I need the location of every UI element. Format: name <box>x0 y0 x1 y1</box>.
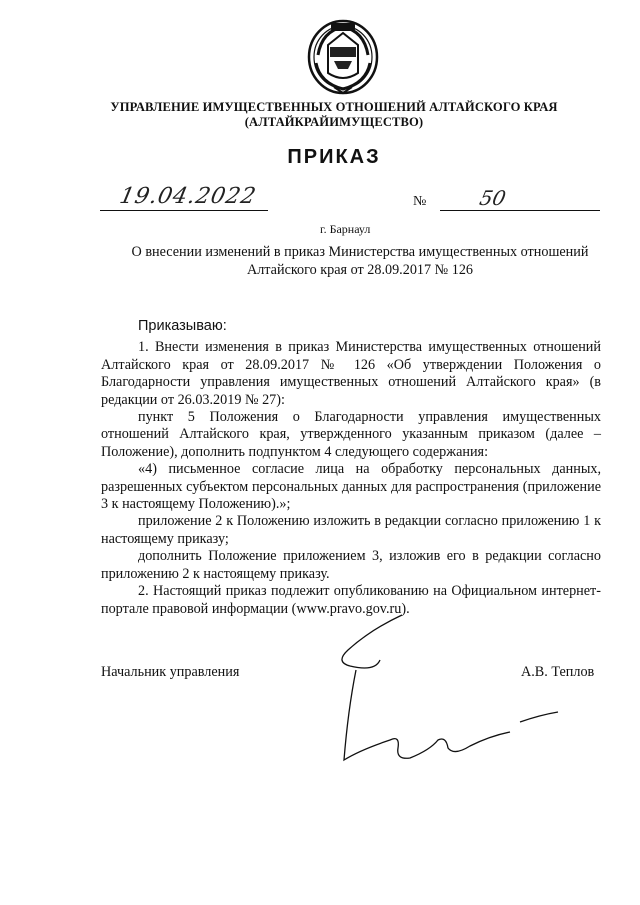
subject-line-1: О внесении изменений в приказ Министерства имущественных отношений <box>131 244 589 260</box>
organization-short-name: (АЛТАЙКРАЙИМУЩЕСТВО) <box>244 115 424 129</box>
number-underline <box>440 210 600 211</box>
order-greeting: Приказываю: <box>138 318 227 334</box>
organization-name: УПРАВЛЕНИЕ ИМУЩЕСТВЕННЫХ ОТНОШЕНИЙ АЛТАЙСКОГО КРАЯ <box>110 100 558 114</box>
handwritten-number: 50 <box>477 186 509 210</box>
paragraph-1: 1. Внести изменения в приказ Министерства имущественных отношений Алтайского края от 28.09.2017 № 126 «Об утверждении Положения о Благодарности управления имущественных отношений Алтайского края» (в редакции от 26.03.2019 № 27): <box>101 339 601 408</box>
signatory-name: А.В. Теплов <box>521 664 595 680</box>
date-underline <box>100 210 268 211</box>
document-title: ПРИКАЗ <box>287 146 381 168</box>
city: г. Барнаул <box>320 222 371 236</box>
subject-line-2: Алтайского края от 28.09.2017 № 126 <box>246 262 474 278</box>
number-label: № <box>413 194 427 209</box>
paragraph-4: приложение 2 к Положению изложить в редакции согласно приложению 1 к настоящему приказу; <box>101 513 601 547</box>
paragraph-2: пункт 5 Положения о Благодарности управления имущественных отношений Алтайского края, утвержденного указанным приказом (далее – Положение), дополнить подпунктом 4 следующего содержания: <box>101 409 601 460</box>
paragraph-5: дополнить Положение приложением 3, изложив его в редакции согласно приложению 2 к настоящему приказу. <box>101 548 601 582</box>
handwritten-date: 19.04.2022 <box>117 184 259 209</box>
coat-of-arms-emblem <box>304 17 382 95</box>
paragraph-6: 2. Настоящий приказ подлежит опубликованию на Официальном интернет-портале правовой информации (www.pravo.gov.ru). <box>101 583 601 617</box>
order-body <box>101 318 601 618</box>
handwritten-signature <box>320 610 570 780</box>
order-subject <box>90 243 630 279</box>
signatory-position: Начальник управления <box>101 664 240 680</box>
paragraph-3: «4) письменное согласие лица на обработку персональных данных, разрешенных субъектом персональных данных для распространения (приложение 3 к настоящему Положению).»; <box>101 461 601 513</box>
